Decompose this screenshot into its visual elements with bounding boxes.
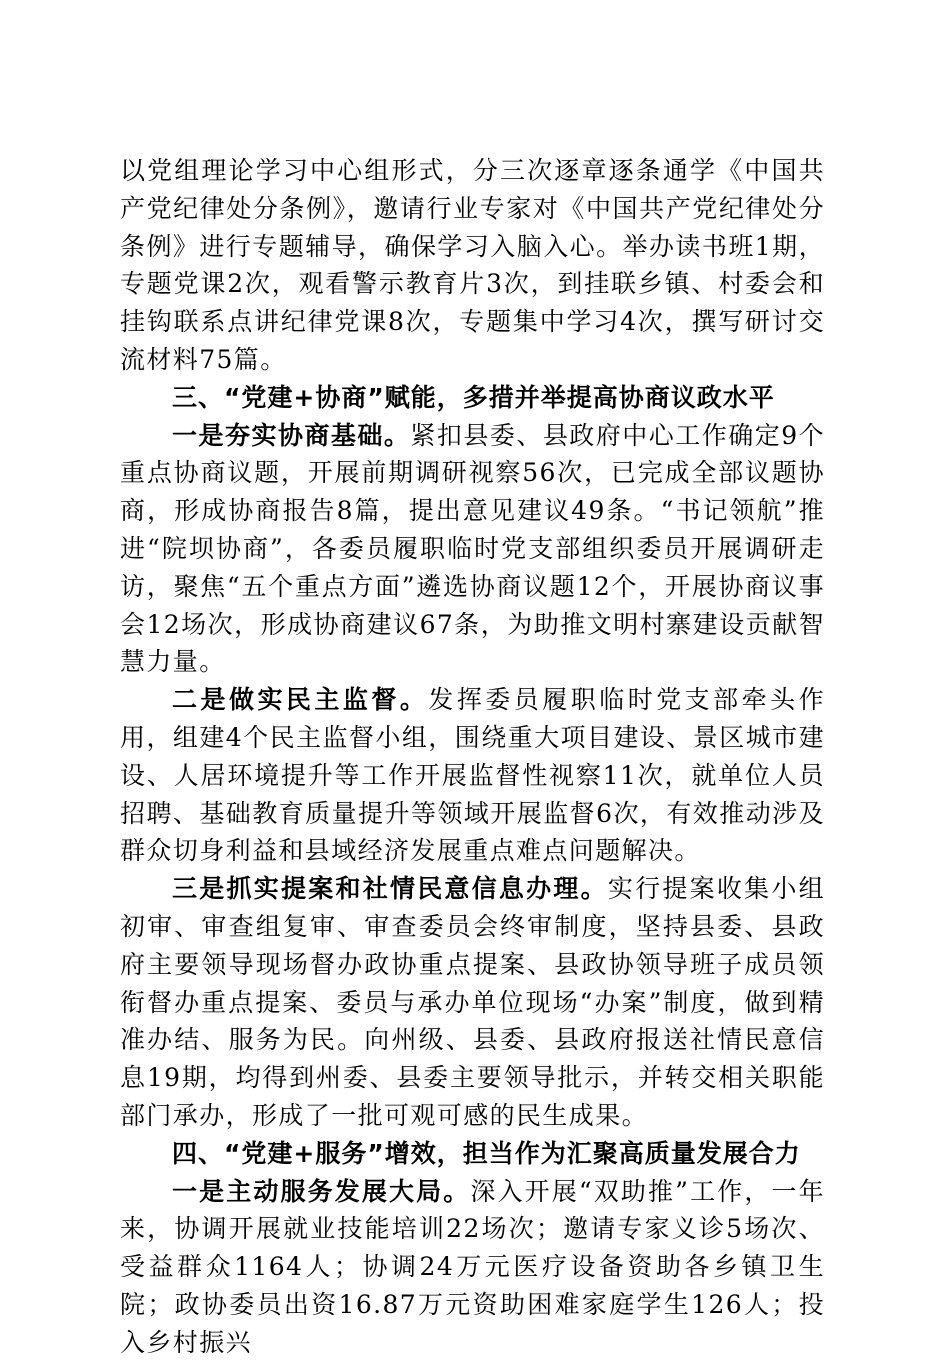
section-3-item-2 (120, 681, 825, 870)
section-3-heading: 三、“党建+协商”赋能，多措并举提高协商议政水平 (172, 382, 775, 412)
item-lead: 二是做实民主监督。 (172, 685, 429, 715)
section-3-item-3 (120, 870, 825, 1135)
item-lead: 一是主动服务发展大局。 (172, 1176, 471, 1206)
item-lead: 三是抓实提案和社情民意信息办理。 (172, 874, 608, 904)
item-text: 实行提案收集小组初审、审查组复审、审查委员会终审制度，坚持县委、县政府主要领导现场督办政协重点提案、县政协领导班子成员领衔督办重点提案、委员与承办单位现场“办案”制度，做到精准办结、服务为民。向州级、县委、县政府报送社情民意信息19期，均得到州委、县委主要领导批示，并转交相关职能部门承办，形成了一批可观可感的民生成果。 (120, 874, 825, 1130)
document-page (120, 152, 825, 1362)
section-3-item-1 (120, 417, 825, 682)
item-text: 紧扣县委、县政府中心工作确定9个重点协商议题，开展前期调研视察56次，已完成全部议题协商，形成协商报告8篇，提出意见建议49条。“书记领航”推进“院坝协商”，各委员履职临时党支部组织委员开展调研走访，聚焦“五个重点方面”遴选协商议题12个，开展协商议事会12场次，形成协商建议67条，为助推文明村寨建设贡献智慧力量。 (120, 420, 825, 677)
section-4-item-1 (120, 1173, 825, 1362)
intro-paragraph: 以党组理论学习中心组形式，分三次逐章逐条通学《中国共产党纪律处分条例》，邀请行业专家对《中国共产党纪律处分条例》进行专题辅导，确保学习入脑入心。举办读书班1期，专题党课2次，观看警示教育片3次，到挂联乡镇、村委会和挂钩联系点讲纪律党课8次，专题集中学习4次，撰写研讨交流材料75篇。 (120, 156, 825, 374)
item-text: 发挥委员履职临时党支部牵头作用，组建4个民主监督小组，围绕重大项目建设、景区城市建设、人居环境提升等工作开展监督性视察11次，就单位人员招聘、基础教育质量提升等领域开展监督6次，有效推动涉及群众切身利益和县域经济发展重点难点问题解决。 (120, 685, 825, 866)
item-lead: 一是夯实协商基础。 (172, 420, 411, 450)
item-text: 深入开展“双助推”工作，一年来，协调开展就业技能培训22场次；邀请专家义诊5场次、受益群众1164人；协调24万元医疗设备资助各乡镇卫生院；政协委员出资16.87万元资助困难家庭学生126人；投入乡村振兴 (120, 1176, 825, 1357)
section-4-heading: 四、“党建+服务”增效，担当作为汇聚高质量发展合力 (172, 1138, 801, 1168)
